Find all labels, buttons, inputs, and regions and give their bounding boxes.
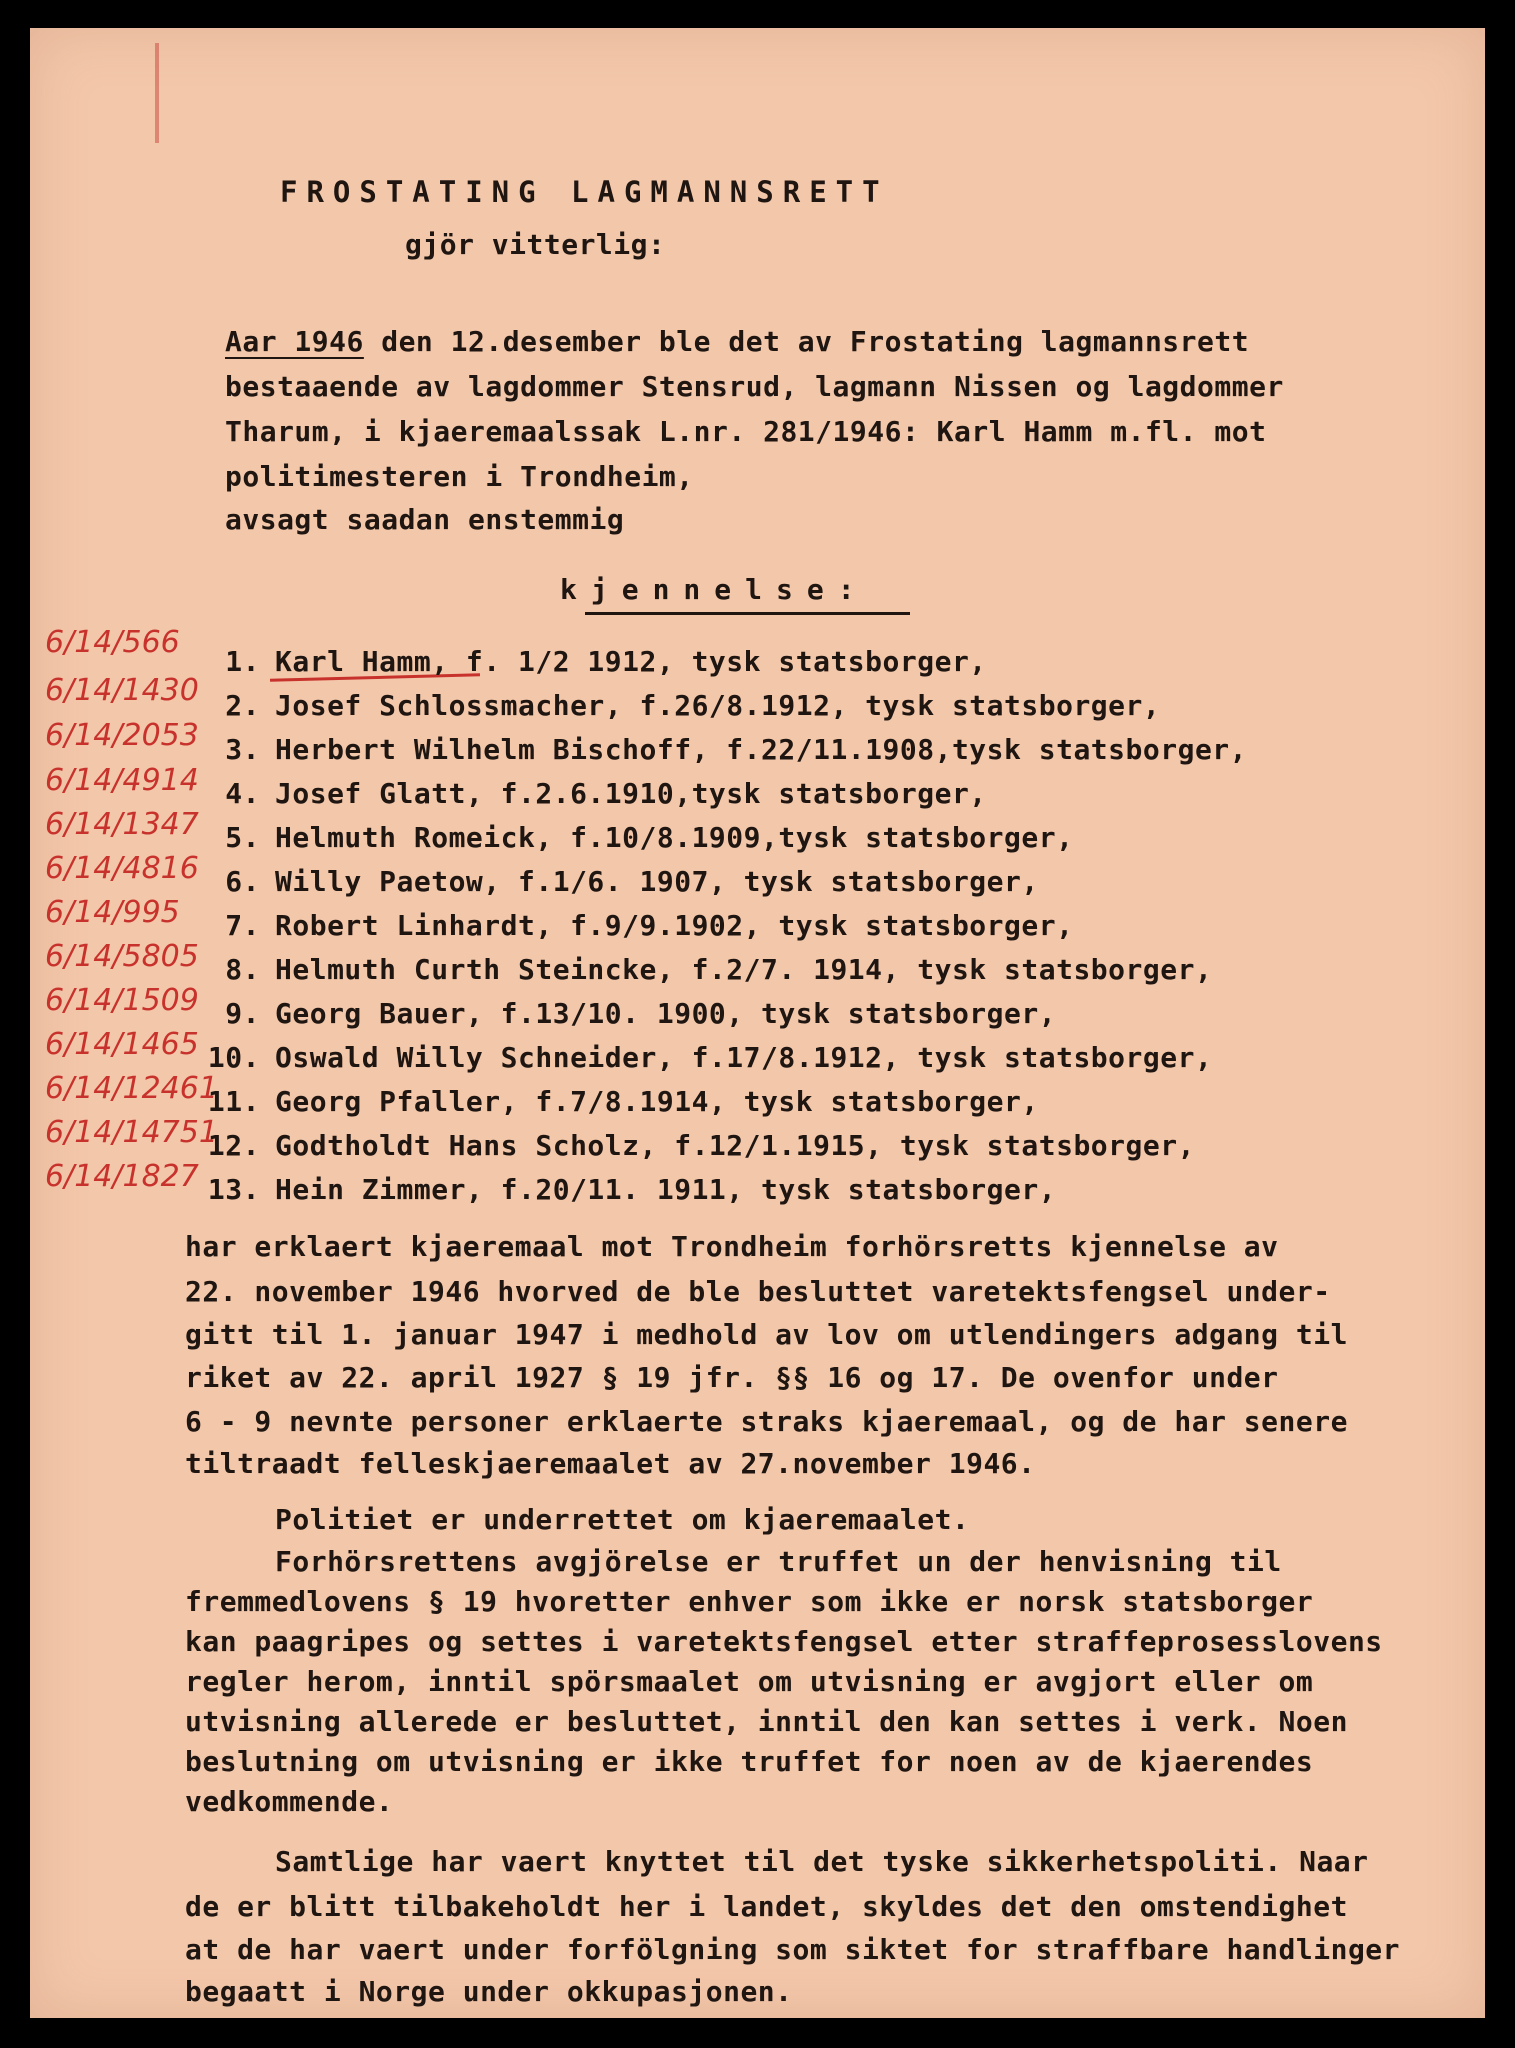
body-line: vedkommende. [185, 1785, 394, 1818]
person-entry: Helmuth Romeick, f.10/8.1909,tysk statsborger, [275, 821, 1074, 854]
person-entry: Godtholdt Hans Scholz, f.12/1.1915, tysk statsborger, [275, 1129, 1195, 1162]
archive-mark: 6/14/1430 [45, 673, 199, 708]
person-entry: Oswald Willy Schneider, f.17/8.1912, tysk statsborger, [275, 1041, 1213, 1074]
person-entry: Josef Schlossmacher, f.26/8.1912, tysk statsborger, [275, 689, 1161, 722]
body-line: 6 - 9 nevnte personer erklaerte straks kjaeremaal, og de har senere [185, 1405, 1348, 1438]
archive-mark: 6/14/1827 [45, 1159, 199, 1194]
body-line: riket av 22. april 1927 § 19 jfr. §§ 16 og 17. De ovenfor under [185, 1361, 1279, 1394]
body-line: de er blitt tilbakeholdt her i landet, skyldes det den omstendighet [185, 1890, 1348, 1923]
person-entry: Josef Glatt, f.2.6.1910,tysk statsborger, [275, 777, 987, 810]
intro-line-3: Tharum, i kjaeremaalssak L.nr. 281/1946: Karl Hamm m.fl. mot [225, 415, 1267, 448]
person-number: 13. [207, 1173, 260, 1206]
archive-mark: 6/14/995 [45, 895, 180, 930]
person-entry: Georg Pfaller, f.7/8.1914, tysk statsborger, [275, 1085, 1039, 1118]
body-line: regler herom, inntil spörsmaalet om utvisning er avgjort eller om [185, 1665, 1314, 1698]
person-entry: Helmuth Curth Steincke, f.2/7. 1914, tysk statsborger, [275, 953, 1213, 986]
person-number: 11. [207, 1085, 260, 1118]
person-entry: Georg Bauer, f.13/10. 1900, tysk statsborger, [275, 997, 1057, 1030]
archive-mark: 6/14/4816 [45, 851, 199, 886]
body-line: Politiet er underrettet om kjaeremaalet. [275, 1503, 970, 1536]
person-entry: Willy Paetow, f.1/6. 1907, tysk statsborger, [275, 865, 1039, 898]
ruling-heading-underline [585, 612, 910, 615]
person-number: 5. [225, 821, 260, 854]
intro-line-1-rest: den 12.desember ble det av Frostating lagmannsrett [363, 325, 1250, 358]
court-subtitle: gjör vitterlig: [405, 228, 666, 261]
archive-mark: 6/14/5805 [45, 939, 199, 974]
archive-mark: 6/14/1465 [45, 1027, 199, 1062]
court-title: FROSTATING LAGMANNSRETT [280, 175, 889, 209]
archive-mark: 6/14/1509 [45, 983, 199, 1018]
body-line: gitt til 1. januar 1947 i medhold av lov om utlendingers adgang til [185, 1318, 1348, 1351]
person-number: 7. [225, 909, 260, 942]
archive-mark: 6/14/1347 [45, 807, 199, 842]
person-number: 4. [225, 777, 260, 810]
document-page [30, 28, 1485, 2018]
person-number: 9. [225, 997, 260, 1030]
intro-line-2: bestaaende av lagdommer Stensrud, lagmann Nissen og lagdommer [225, 370, 1284, 403]
intro-line-1 [225, 325, 1250, 358]
person-number: 10. [207, 1041, 260, 1074]
person-number: 2. [225, 689, 260, 722]
body-line: kan paagripes og settes i varetektsfengsel etter straffeprosesslovens [185, 1625, 1383, 1658]
body-line: tiltraadt felleskjaeremaalet av 27.november 1946. [185, 1447, 1036, 1480]
body-line: begaatt i Norge under okkupasjonen. [185, 1975, 793, 2008]
person-entry: Herbert Wilhelm Bischoff, f.22/11.1908,tysk statsborger, [275, 733, 1248, 766]
red-margin-mark [155, 43, 159, 143]
ruling-heading: kjennelse: [560, 573, 869, 606]
archive-mark: 6/14/566 [45, 625, 180, 660]
intro-line-5: avsagt saadan enstemmig [225, 503, 625, 536]
archive-mark: 6/14/14751 [45, 1115, 218, 1150]
person-number: 3. [225, 733, 260, 766]
person-entry: Robert Linhardt, f.9/9.1902, tysk statsborger, [275, 909, 1074, 942]
date-prefix: Aar 1946 [225, 325, 364, 358]
body-line: Samtlige har vaert knyttet til det tyske sikkerhetspoliti. Naar [275, 1845, 1369, 1878]
person-number: 12. [207, 1129, 260, 1162]
person-number: 6. [225, 865, 260, 898]
archive-mark: 6/14/4914 [45, 763, 199, 798]
archive-mark: 6/14/12461 [45, 1071, 218, 1106]
body-line: har erklaert kjaeremaal mot Trondheim forhörsretts kjennelse av [185, 1230, 1279, 1263]
body-line: 22. november 1946 hvorved de ble besluttet varetektsfengsel under- [185, 1275, 1331, 1308]
body-line: utvisning allerede er besluttet, inntil den kan settes i verk. Noen [185, 1705, 1348, 1738]
intro-line-4: politimesteren i Trondheim, [225, 460, 694, 493]
body-line: fremmedlovens § 19 hvoretter enhver som ikke er norsk statsborger [185, 1585, 1314, 1618]
person-number: 8. [225, 953, 260, 986]
body-line: Forhörsrettens avgjörelse er truffet un der henvisning til [275, 1545, 1282, 1578]
person-entry: Hein Zimmer, f.20/11. 1911, tysk statsborger, [275, 1173, 1057, 1206]
person-number: 1. [225, 645, 260, 678]
body-line: at de har vaert under forfölgning som siktet for straffbare handlinger [185, 1933, 1401, 1966]
body-line: beslutning om utvisning er ikke truffet for noen av de kjaerendes [185, 1745, 1314, 1778]
archive-mark: 6/14/2053 [45, 718, 199, 753]
person-entry: Karl Hamm, f. 1/2 1912, tysk statsborger, [275, 645, 987, 678]
